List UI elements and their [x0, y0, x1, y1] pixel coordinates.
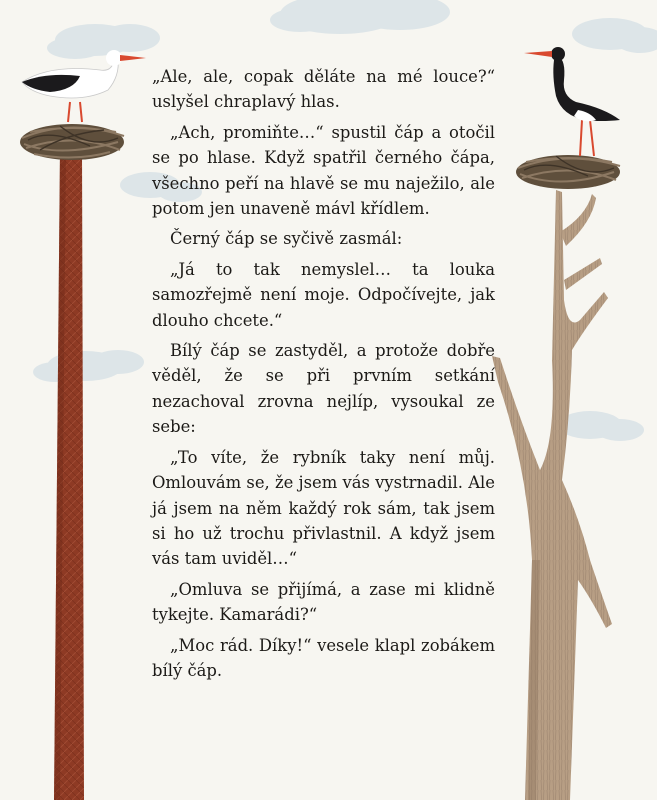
story-paragraph: „Moc rád. Díky!“ vesele klapl zobákem bílý čáp.: [152, 635, 495, 680]
story-paragraph: „Ach, promiňte…“ spustil čáp a otočil se po hlase. Když spatřil černého čápa, všechno peří na hlavě se mu naježilo, ale potom jen unaveně mávl křídlem.: [152, 122, 495, 219]
black-stork: [524, 47, 620, 156]
left-nest: [20, 124, 124, 160]
story-paragraph: „Já to tak nemyslel… ta louka samozřejmě není moje. Odpočívejte, jak dlouho chcete.“: [152, 259, 495, 330]
white-stork: [22, 50, 146, 122]
cloud-left: [33, 350, 144, 382]
story-paragraph: „Ale, ale, copak děláte na mé louce?“ uslyšel chraplavý hlas.: [152, 67, 495, 112]
story-text: [152, 64, 495, 688]
story-paragraph: „Omluva se přijímá, a zase mi klidně tykejte. Kamarádi?“: [152, 579, 495, 625]
story-paragraph: „To víte, že rybník taky není můj. Omlouvám se, že jsem vás vystrnadil. Ale já jsem na něm každý rok sám, tak jsem si ho už trochu přivlastnil. A když jsem vás tam uviděl…“: [152, 447, 495, 569]
story-paragraph: Černý čáp se syčivě zasmál:: [170, 229, 403, 249]
story-paragraph: Bílý čáp se zastyděl, a protože dobře věděl, že se při prvním setkání nezachoval zrovna nejlíp, vysoukal ze sebe:: [152, 341, 495, 437]
cloud-right: [558, 411, 644, 441]
tree: [492, 190, 612, 800]
cloud-top-right: [572, 18, 657, 53]
right-nest: [516, 155, 620, 189]
wooden-pole: [54, 150, 84, 800]
cloud-top-left: [47, 24, 160, 59]
cloud-top-center: [270, 0, 450, 34]
